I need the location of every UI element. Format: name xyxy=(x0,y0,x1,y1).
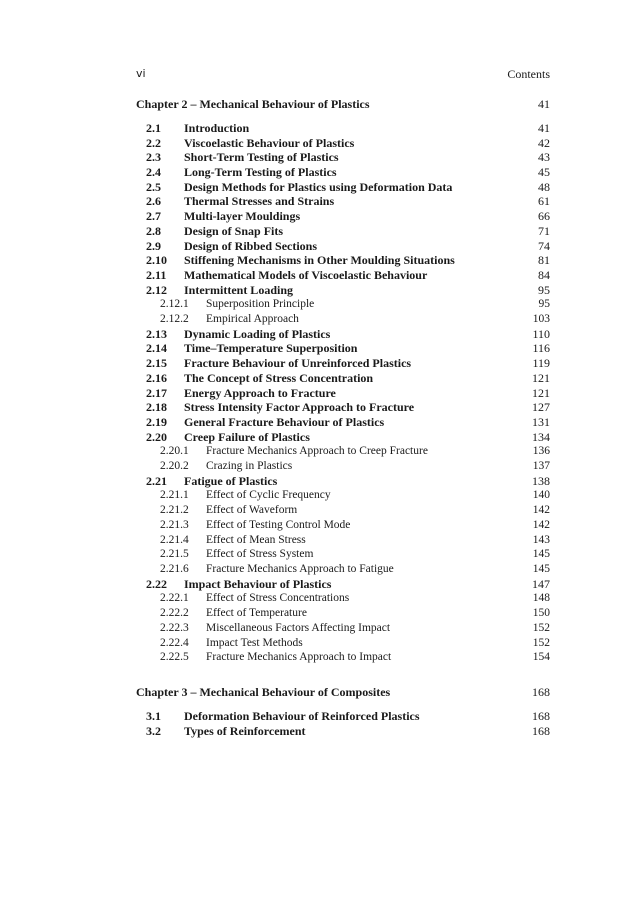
entry-title: Superposition Principle xyxy=(206,298,315,310)
entry-page-number: 140 xyxy=(532,489,550,501)
entry-page-number: 103 xyxy=(532,313,550,325)
entry-title: Effect of Stress Concentrations xyxy=(206,592,350,604)
entry-page-number: 152 xyxy=(532,622,550,634)
entry-title: Empirical Approach xyxy=(206,313,299,325)
entry-title: Impact Behaviour of Plastics xyxy=(184,577,332,591)
entry-page-number: 45 xyxy=(538,165,550,179)
entry-page-number: 95 xyxy=(538,298,550,310)
entry-number: 2.21.3 xyxy=(160,519,189,531)
entry-number: 2.20.1 xyxy=(160,445,189,457)
toc-subsection-entry xyxy=(0,312,631,326)
toc-section-entry xyxy=(0,430,631,444)
entry-title: Dynamic Loading of Plastics xyxy=(184,327,331,341)
entry-page-number: 136 xyxy=(532,445,550,457)
entry-number: 2.20.2 xyxy=(160,460,189,472)
entry-number: 2.4 xyxy=(146,165,161,179)
entry-title: Effect of Waveform xyxy=(206,504,298,516)
toc-subsection-entry xyxy=(0,591,631,605)
toc-subsection-entry xyxy=(0,518,631,532)
toc-section-entry xyxy=(0,371,631,385)
toc-section-entry xyxy=(0,253,631,267)
toc-subsection-entry xyxy=(0,488,631,502)
entry-page-number: 147 xyxy=(532,577,550,591)
entry-number: 2.5 xyxy=(146,180,161,194)
entry-page-number: 150 xyxy=(532,607,550,619)
chapter-heading xyxy=(0,685,631,699)
entry-page-number: 138 xyxy=(532,474,550,488)
entry-title: Long-Term Testing of Plastics xyxy=(184,165,337,179)
entry-page-number: 81 xyxy=(538,253,550,267)
entry-number: 2.21.2 xyxy=(160,504,189,516)
entry-number: 2.6 xyxy=(146,194,161,208)
toc-section-entry xyxy=(0,724,631,738)
entry-title: Miscellaneous Factors Affecting Impact xyxy=(206,622,391,634)
entry-title: Time–Temperature Superposition xyxy=(184,341,358,355)
toc-section-entry xyxy=(0,709,631,723)
entry-title: Fatigue of Plastics xyxy=(184,474,278,488)
entry-page-number: 142 xyxy=(532,504,550,516)
entry-page-number: 154 xyxy=(532,651,550,663)
entry-page-number: 48 xyxy=(538,180,550,194)
toc-subsection-entry xyxy=(0,533,631,547)
entry-title: Stiffening Mechanisms in Other Moulding Situations xyxy=(184,253,455,267)
toc-section-entry xyxy=(0,136,631,150)
entry-number: 2.21 xyxy=(146,474,167,488)
entry-title: Short-Term Testing of Plastics xyxy=(184,150,339,164)
toc-section-entry xyxy=(0,165,631,179)
entry-page-number: 168 xyxy=(532,724,550,738)
entry-title: General Fracture Behaviour of Plastics xyxy=(184,415,385,429)
entry-title: Viscoelastic Behaviour of Plastics xyxy=(184,136,355,150)
entry-page-number: 74 xyxy=(538,239,550,253)
toc-subsection-entry xyxy=(0,444,631,458)
entry-number: 2.16 xyxy=(146,371,167,385)
entry-page-number: 152 xyxy=(532,637,550,649)
entry-number: 2.20 xyxy=(146,430,167,444)
entry-title: Fracture Mechanics Approach to Impact xyxy=(206,651,392,663)
entry-page-number: 134 xyxy=(532,430,550,444)
entry-page-number: 168 xyxy=(532,709,550,723)
entry-title: Effect of Mean Stress xyxy=(206,534,306,546)
toc-subsection-entry xyxy=(0,297,631,311)
entry-number: 2.14 xyxy=(146,341,167,355)
entry-title: Effect of Temperature xyxy=(206,607,307,619)
entry-number: 2.22.4 xyxy=(160,637,189,649)
toc-section-entry xyxy=(0,268,631,282)
entry-page-number: 41 xyxy=(538,97,550,111)
entry-number: 2.12.2 xyxy=(160,313,189,325)
entry-page-number: 137 xyxy=(532,460,550,472)
entry-number: 3.2 xyxy=(146,724,161,738)
toc-section-entry xyxy=(0,400,631,414)
entry-number: 2.12.1 xyxy=(160,298,189,310)
entry-page-number: 119 xyxy=(532,356,550,370)
entry-number: 2.13 xyxy=(146,327,167,341)
entry-number: 2.3 xyxy=(146,150,161,164)
entry-number: 2.11 xyxy=(146,268,167,282)
entry-page-number: 66 xyxy=(538,209,550,223)
entry-page-number: 121 xyxy=(532,386,550,400)
entry-number: 2.19 xyxy=(146,415,167,429)
entry-title: Thermal Stresses and Strains xyxy=(184,194,335,208)
toc-section-entry xyxy=(0,180,631,194)
toc-subsection-entry xyxy=(0,503,631,517)
entry-title: Intermittent Loading xyxy=(184,283,293,297)
toc-section-entry xyxy=(0,577,631,591)
entry-title: Deformation Behaviour of Reinforced Plastics xyxy=(184,709,420,723)
entry-page-number: 110 xyxy=(532,327,550,341)
entry-page-number: 145 xyxy=(532,563,550,575)
entry-title: Design of Snap Fits xyxy=(184,224,284,238)
entry-number: 3.1 xyxy=(146,709,161,723)
toc-section-entry xyxy=(0,283,631,297)
running-head-title: Contents xyxy=(507,67,550,81)
entry-title: Fracture Mechanics Approach to Creep Fracture xyxy=(206,445,428,457)
entry-number: 2.22.1 xyxy=(160,592,189,604)
entry-title: Multi-layer Mouldings xyxy=(184,209,301,223)
toc-section-entry xyxy=(0,327,631,341)
entry-page-number: 61 xyxy=(538,194,550,208)
entry-number: 2.22.3 xyxy=(160,622,189,634)
toc-subsection-entry xyxy=(0,650,631,664)
entry-page-number: 148 xyxy=(532,592,550,604)
entry-number: 2.22 xyxy=(146,577,167,591)
toc-subsection-entry xyxy=(0,606,631,620)
entry-number: 2.7 xyxy=(146,209,161,223)
entry-title: Introduction xyxy=(184,121,250,135)
toc-subsection-entry xyxy=(0,547,631,561)
toc-section-entry xyxy=(0,386,631,400)
toc-section-entry xyxy=(0,239,631,253)
entry-page-number: 121 xyxy=(532,371,550,385)
entry-title: Effect of Stress System xyxy=(206,548,314,560)
entry-page-number: 95 xyxy=(538,283,550,297)
entry-title: Fracture Mechanics Approach to Fatigue xyxy=(206,563,394,575)
entry-number: 2.10 xyxy=(146,253,167,267)
running-head xyxy=(136,67,550,83)
toc-section-entry xyxy=(0,224,631,238)
toc-subsection-entry xyxy=(0,636,631,650)
entry-number: 2.12 xyxy=(146,283,167,297)
entry-page-number: 168 xyxy=(532,685,550,699)
entry-title: Creep Failure of Plastics xyxy=(184,430,310,444)
entry-title: Effect of Testing Control Mode xyxy=(206,519,351,531)
toc-subsection-entry xyxy=(0,459,631,473)
entry-page-number: 43 xyxy=(538,150,550,164)
entry-page-number: 131 xyxy=(532,415,550,429)
entry-title: Impact Test Methods xyxy=(206,637,303,649)
entry-number: 2.9 xyxy=(146,239,161,253)
entry-number: 2.15 xyxy=(146,356,167,370)
entry-title: Chapter 2 – Mechanical Behaviour of Plastics xyxy=(136,97,370,111)
entry-number: 2.21.4 xyxy=(160,534,189,546)
entry-title: Design of Ribbed Sections xyxy=(184,239,318,253)
entry-page-number: 145 xyxy=(532,548,550,560)
entry-number: 2.18 xyxy=(146,400,167,414)
entry-title: Mathematical Models of Viscoelastic Behaviour xyxy=(184,268,428,282)
entry-title: Energy Approach to Fracture xyxy=(184,386,336,400)
entry-title: Design Methods for Plastics using Deformation Data xyxy=(184,180,453,194)
entry-number: 2.2 xyxy=(146,136,161,150)
toc-section-entry xyxy=(0,341,631,355)
entry-page-number: 116 xyxy=(532,341,550,355)
entry-number: 2.21.6 xyxy=(160,563,189,575)
page-number-label: vi xyxy=(136,67,146,80)
entry-number: 2.22.5 xyxy=(160,651,189,663)
toc-section-entry xyxy=(0,121,631,135)
entry-page-number: 84 xyxy=(538,268,550,282)
entry-number: 2.21.1 xyxy=(160,489,189,501)
entry-number: 2.21.5 xyxy=(160,548,189,560)
toc-section-entry xyxy=(0,356,631,370)
entry-number: 2.8 xyxy=(146,224,161,238)
entry-page-number: 127 xyxy=(532,400,550,414)
entry-page-number: 143 xyxy=(532,534,550,546)
toc-subsection-entry xyxy=(0,621,631,635)
entry-title: Stress Intensity Factor Approach to Fracture xyxy=(184,400,415,414)
entry-number: 2.17 xyxy=(146,386,167,400)
entry-page-number: 42 xyxy=(538,136,550,150)
entry-title: Fracture Behaviour of Unreinforced Plastics xyxy=(184,356,412,370)
entry-title: The Concept of Stress Concentration xyxy=(184,371,374,385)
toc-section-entry xyxy=(0,474,631,488)
entry-page-number: 71 xyxy=(538,224,550,238)
toc-subsection-entry xyxy=(0,562,631,576)
entry-page-number: 41 xyxy=(538,121,550,135)
entry-title: Effect of Cyclic Frequency xyxy=(206,489,331,501)
entry-page-number: 142 xyxy=(532,519,550,531)
entry-title: Types of Reinforcement xyxy=(184,724,306,738)
entry-number: 2.22.2 xyxy=(160,607,189,619)
toc-section-entry xyxy=(0,194,631,208)
chapter-heading xyxy=(0,97,631,111)
entry-title: Crazing in Plastics xyxy=(206,460,293,472)
toc-section-entry xyxy=(0,150,631,164)
toc-section-entry xyxy=(0,209,631,223)
entry-title: Chapter 3 – Mechanical Behaviour of Composites xyxy=(136,685,391,699)
toc-section-entry xyxy=(0,415,631,429)
entry-number: 2.1 xyxy=(146,121,161,135)
